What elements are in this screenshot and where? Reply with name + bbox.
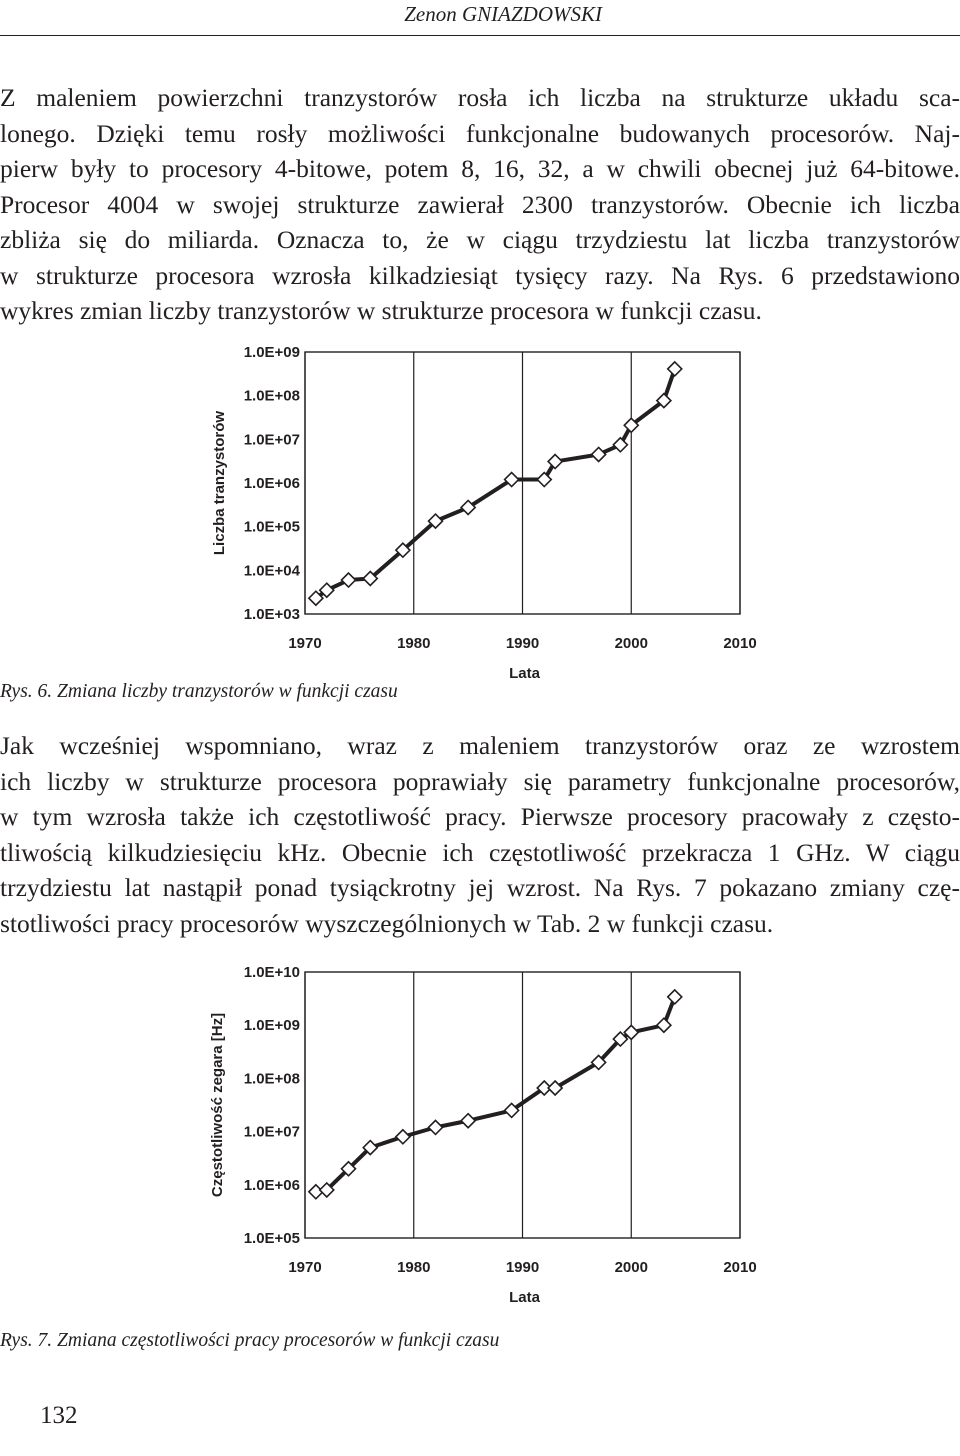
text-line: lonego. Dzięki temu rosły możliwości funkcjonalne budowanych procesorów. Naj- [0, 118, 960, 148]
text-line: pierw były to procesory 4-bitowe, potem 8, 16, 32, a w chwili obecnej już 64-bitowe. [0, 154, 960, 183]
text-line: stotliwości pracy procesorów wyszczególnionych w Tab. 2 w funkcji czasu. [0, 908, 774, 938]
x-axis-label: Lata [509, 665, 540, 682]
x-tick-label: 1980 [397, 1259, 431, 1276]
paragraph-2 [0, 728, 960, 941]
data-point-marker [461, 1114, 475, 1128]
data-point-marker [429, 1120, 443, 1134]
x-tick-label: 2010 [723, 1259, 757, 1276]
y-tick-label: 1.0E+07 [243, 431, 300, 449]
text-line: zbliża się do miliarda. Oznacza to, że w ciągu trzydziestu lat liczba tranzystorów [0, 225, 960, 254]
y-tick-label: 1.0E+04 [243, 562, 300, 580]
y-tick-label: 1.0E+08 [243, 387, 300, 405]
text-line: Procesor 4004 w swojej strukturze zawierał 2300 tranzystorów. Obecnie ich liczba [0, 189, 960, 219]
text-line: w tym wzrosła także ich częstotliwość pracy. Pierwsze procesory pracowały z często- [0, 802, 960, 831]
y-tick-label: 1.0E+08 [243, 1070, 300, 1088]
x-tick-label: 1970 [288, 1259, 322, 1276]
text-line: trzydziestu lat nastąpił ponad tysiąckrotny jej wzrost. Na Rys. 7 pokazano zmiany czę- [0, 873, 960, 902]
y-tick-label: 1.0E+07 [243, 1123, 300, 1141]
text-line: w strukturze procesora wzrosła kilkadziesiąt tysięcy razy. Na Rys. 6 przedstawiono [0, 260, 960, 290]
text-line: Jak wcześniej wspomniano, wraz z maleniem tranzystorów oraz ze wzrostem [0, 731, 960, 760]
page-header [0, 0, 960, 36]
x-tick-label: 1980 [397, 635, 431, 652]
series-line [316, 997, 675, 1192]
y-axis-label: Liczba tranzystorów [211, 410, 228, 556]
data-point-marker [396, 1130, 410, 1144]
y-tick-label: 1.0E+03 [243, 606, 300, 623]
header-author: Zenon GNIAZDOWSKI [404, 2, 602, 26]
x-tick-label: 1970 [288, 635, 322, 652]
y-tick-label: 1.0E+09 [243, 344, 300, 361]
y-tick-label: 1.0E+06 [243, 1176, 300, 1194]
data-point-marker [592, 447, 606, 461]
series-line [316, 369, 675, 598]
header-rule [0, 35, 960, 36]
x-axis-label: Lata [509, 1289, 540, 1305]
x-tick-label: 1990 [505, 635, 540, 652]
page-number: 132 [40, 1402, 78, 1429]
text-line: tliwością kilkudziesięciu kHz. Obecnie ich częstotliwość przekracza 1 GHz. W ciągu [0, 837, 960, 867]
data-point-marker [668, 990, 682, 1004]
y-tick-label: 1.0E+05 [243, 1230, 300, 1247]
paragraph-1 [0, 80, 960, 329]
figure-6-chart [0, 335, 960, 695]
text-line: Z maleniem powierzchni tranzystorów rosła ich liczba na strukturze układu sca- [0, 83, 960, 112]
y-axis-label: Częstotliwość zegara [Hz] [209, 1012, 226, 1198]
y-tick-label: 1.0E+10 [243, 964, 300, 981]
figure-7-caption: Rys. 7. Zmiana częstotliwości pracy procesorów w funkcji czasu [0, 1330, 500, 1351]
text-line: wykres zmian liczby tranzystorów w strukturze procesora w funkcji czasu. [0, 296, 762, 325]
x-tick-label: 1990 [505, 1259, 540, 1276]
data-point-marker [657, 1018, 671, 1032]
figure-6-caption: Rys. 6. Zmiana liczby tranzystorów w funkcji czasu [0, 681, 398, 702]
y-tick-label: 1.0E+06 [243, 475, 300, 492]
x-tick-label: 2000 [614, 635, 648, 652]
y-tick-label: 1.0E+05 [243, 518, 300, 536]
x-tick-label: 2010 [723, 635, 757, 652]
x-tick-label: 2000 [614, 1259, 648, 1276]
data-point-marker [668, 362, 682, 376]
data-point-marker [342, 573, 356, 587]
figure-7-chart [0, 955, 960, 1305]
text-line: ich liczby w strukturze procesora poprawiały się parametry funkcjonalne procesorów, [0, 766, 960, 796]
y-tick-label: 1.0E+09 [243, 1017, 300, 1035]
